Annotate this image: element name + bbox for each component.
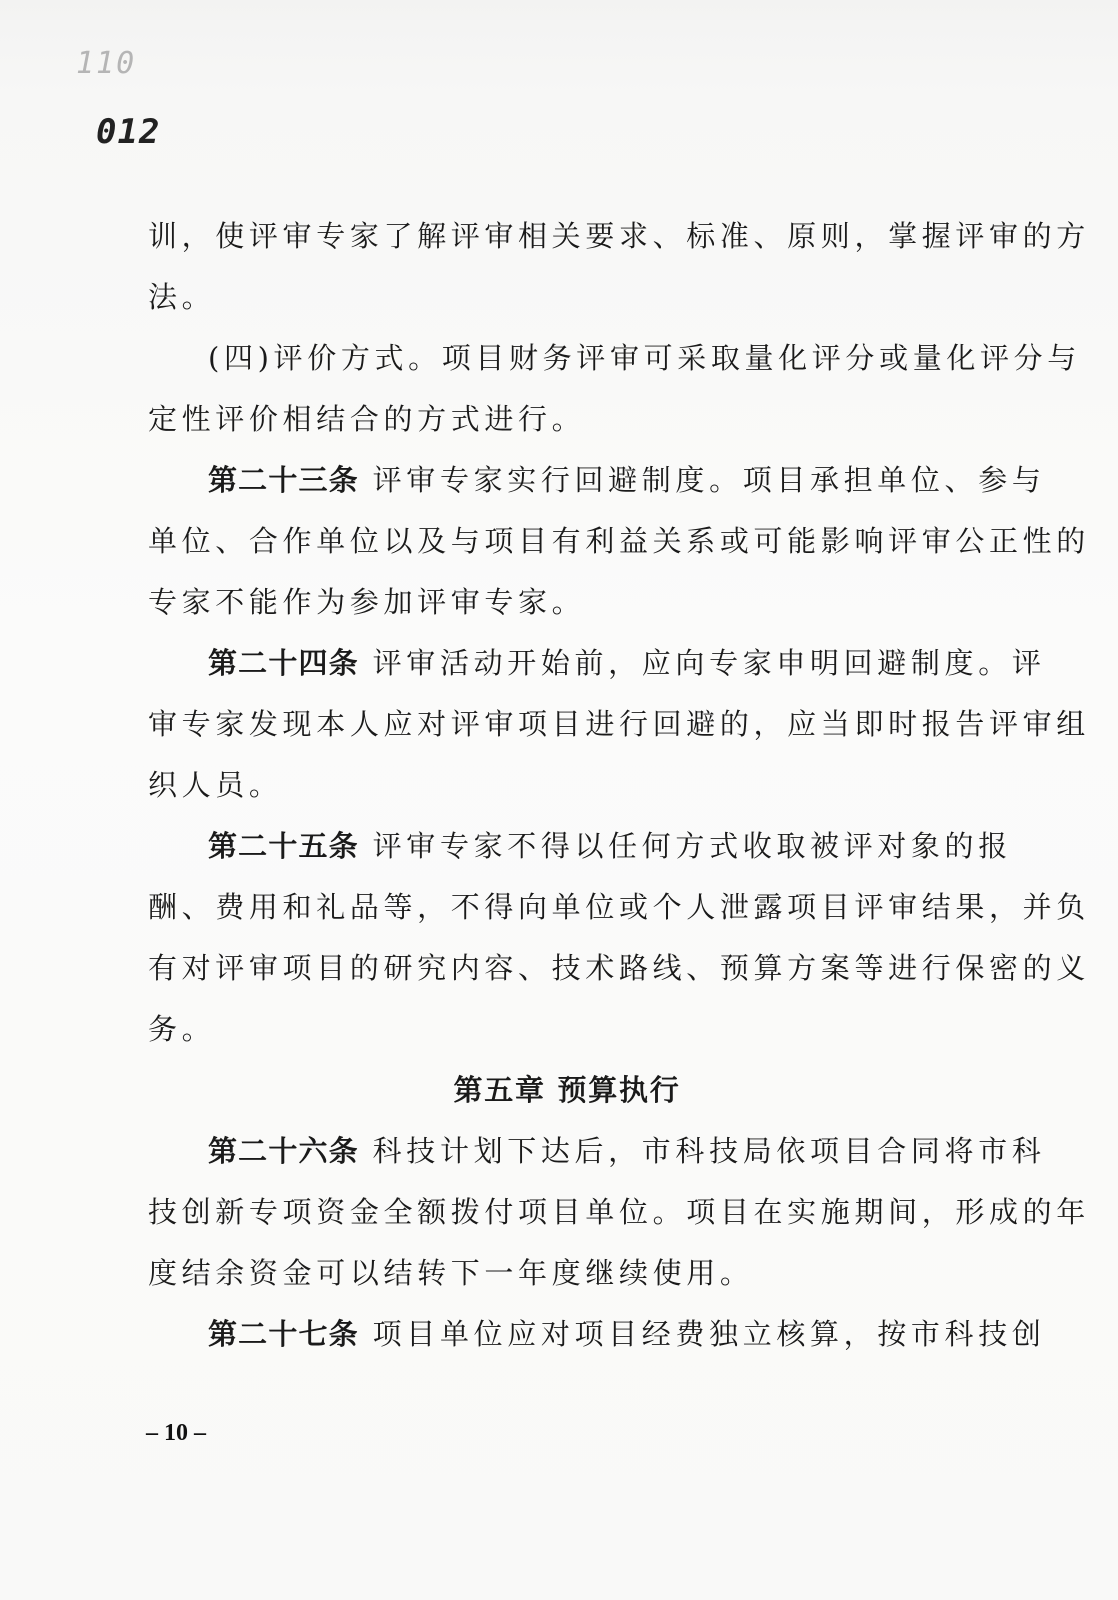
article-heading: 第二十三条: [208, 463, 359, 497]
article-26: [148, 1121, 1046, 1182]
text-line: 酬、费用和礼品等，不得向单位或个人泄露项目评审结果，并负: [148, 890, 1090, 924]
article-24: [148, 633, 1046, 694]
article-text: 评审活动开始前，应向专家申明回避制度。评: [372, 646, 1046, 680]
article-text: 项目单位应对项目经费独立核算，按市科技创: [372, 1317, 1046, 1351]
text-line: 专家不能作为参加评审专家。: [148, 585, 586, 619]
text-line: 训，使评审专家了解评审相关要求、标准、原则，掌握评审的方: [148, 219, 1090, 253]
article-23: [148, 450, 1046, 511]
article-text: 评审专家实行回避制度。项目承担单位、参与: [372, 463, 1046, 497]
article-heading: 第二十七条: [208, 1317, 359, 1351]
article-text: 科技计划下达后，市科技局依项目合同将市科: [372, 1134, 1046, 1168]
article-27: [148, 1304, 1046, 1365]
document-body: [148, 206, 1090, 1365]
text-line: 有对评审项目的研究内容、技术路线、预算方案等进行保密的义: [148, 951, 1090, 985]
text-line: 审专家发现本人应对评审项目进行回避的，应当即时报告评审组: [148, 707, 1090, 741]
article-text: 评审专家不得以任何方式收取被评对象的报: [372, 829, 1012, 863]
article-25: [148, 816, 1012, 877]
page-serial-stamp: 012: [96, 112, 161, 152]
text-line: 务。: [148, 1012, 216, 1046]
text-line: 织人员。: [148, 768, 283, 802]
article-heading: 第二十五条: [208, 829, 359, 863]
article-heading: 第二十六条: [208, 1134, 359, 1168]
text-line: (四)评价方式。项目财务评审可采取量化评分或量化评分与: [208, 341, 1081, 375]
article-heading: 第二十四条: [208, 646, 359, 680]
text-line: 度结余资金可以结转下一年度继续使用。: [148, 1256, 754, 1290]
text-line: 单位、合作单位以及与项目有利益关系或可能影响评审公正性的: [148, 524, 1090, 558]
text-line: 技创新专项资金全额拨付项目单位。项目在实施期间，形成的年: [148, 1195, 1090, 1229]
text-line: 定性评价相结合的方式进行。: [148, 402, 586, 436]
page-number: – 10 –: [146, 1420, 206, 1446]
text-line: 法。: [148, 280, 216, 314]
faded-page-stamp: 110: [76, 46, 137, 81]
chapter-title: 第五章 预算执行: [453, 1073, 681, 1107]
